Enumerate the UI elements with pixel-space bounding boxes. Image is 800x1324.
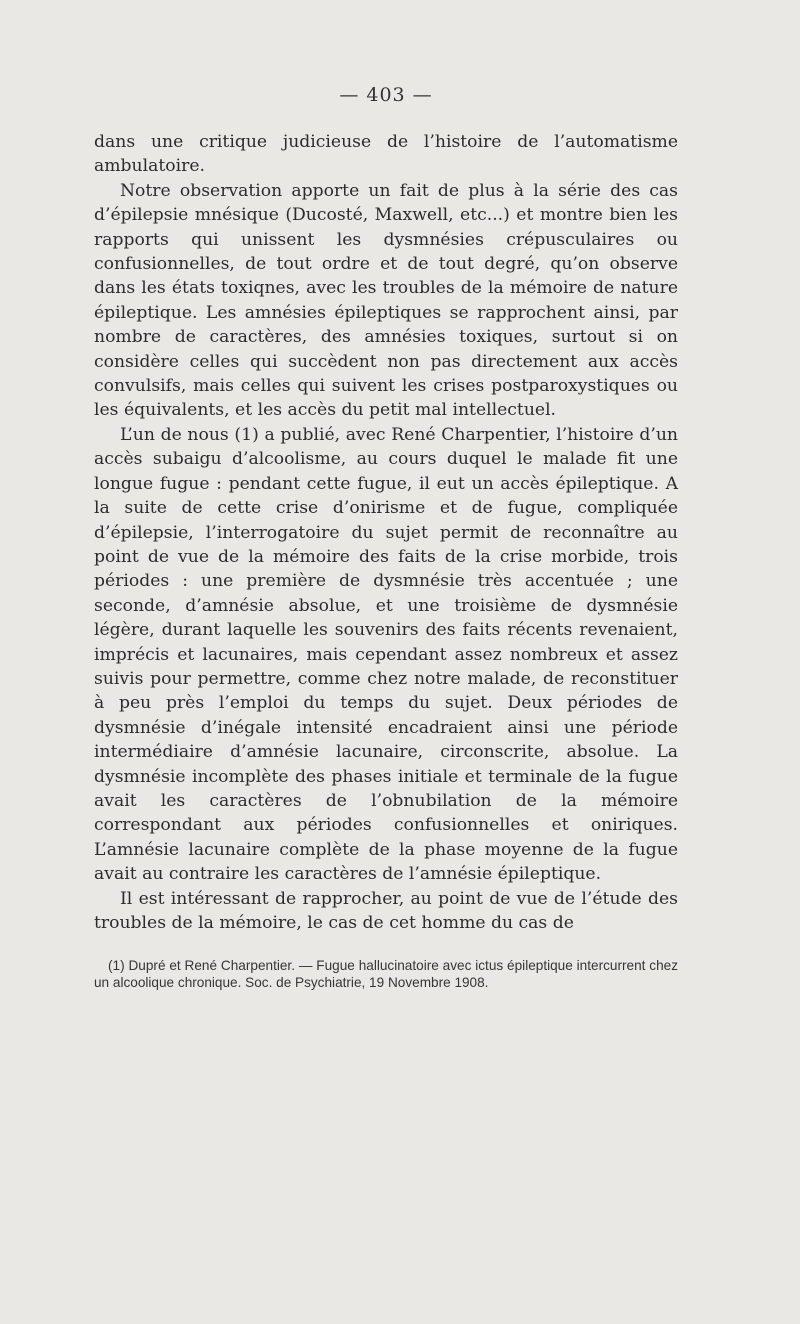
paragraph: L’un de nous (1) a publié, avec René Charpentier, l’histoire d’un accès subaigu d’alcoolisme, au cours duquel le malade fit une longue fugue : pendant cette fugue, il eut un accès épileptique. A la suite de cette crise d’onirisme et de fugue, compliquée d’épilepsie, l’interrogatoire du sujet permit de reconnaître au point de vue de la mémoire des faits de la crise morbide, trois périodes : une première de dysmnésie très accentuée ; une seconde, d’amnésie absolue, et une troisième de dysmnésie légère, durant laquelle les souvenirs des faits récents revenaient, imprécis et lacunaires, mais cependant assez nombreux et assez suivis pour permettre, comme chez notre malade, de reconstituer à peu près l’emploi du temps du sujet. Deux périodes de dysmnésie d’inégale intensité encadraient ainsi une période intermédiaire d’amnésie lacunaire, circonscrite, absolue. La dysmnésie incomplète des phases initiale et terminale de la fugue avait les caractères de l’obnubilation de la mémoire correspondant aux périodes confusionnelles et oniriques. L’amnésie lacunaire complète de la phase moyenne de la fugue avait au contraire les caractères de l’amnésie épileptique. <box>94 424 678 885</box>
paragraph: dans une critique judicieuse de l’histoire de l’automatisme ambulatoire. <box>94 132 678 177</box>
footnote: (1) Dupré et René Charpentier. — Fugue hallucinatoire avec ictus épileptique intercurrent chez un alcoolique chronique. Soc. de Psychiatrie, 19 Novembre 1908. <box>94 958 678 991</box>
book-page <box>94 84 678 991</box>
body-text <box>94 130 678 935</box>
paragraph: Il est intéressant de rapprocher, au point de vue de l’étude des troubles de la mémoire, le cas de cet homme du cas de <box>94 888 678 933</box>
paragraph: Notre observation apporte un fait de plus à la série des cas d’épilepsie mnésique (Ducosté, Maxwell, etc...) et montre bien les rapports qui unissent les dysmnésies crépusculaires ou confusionnelles, de tout ordre et de tout degré, qu’on observe dans les états toxiqnes, avec les troubles de la mémoire de nature épileptique. Les amnésies épileptiques se rapprochent ainsi, par nombre de caractères, des amnésies toxiques, surtout si on considère celles qui succèdent non pas directement aux accès convulsifs, mais celles qui suivent les crises postparoxystiques ou les équivalents, et les accès du petit mal intellectuel. <box>94 180 678 421</box>
footnotes <box>94 957 678 991</box>
page-number: — 403 — <box>339 84 433 106</box>
